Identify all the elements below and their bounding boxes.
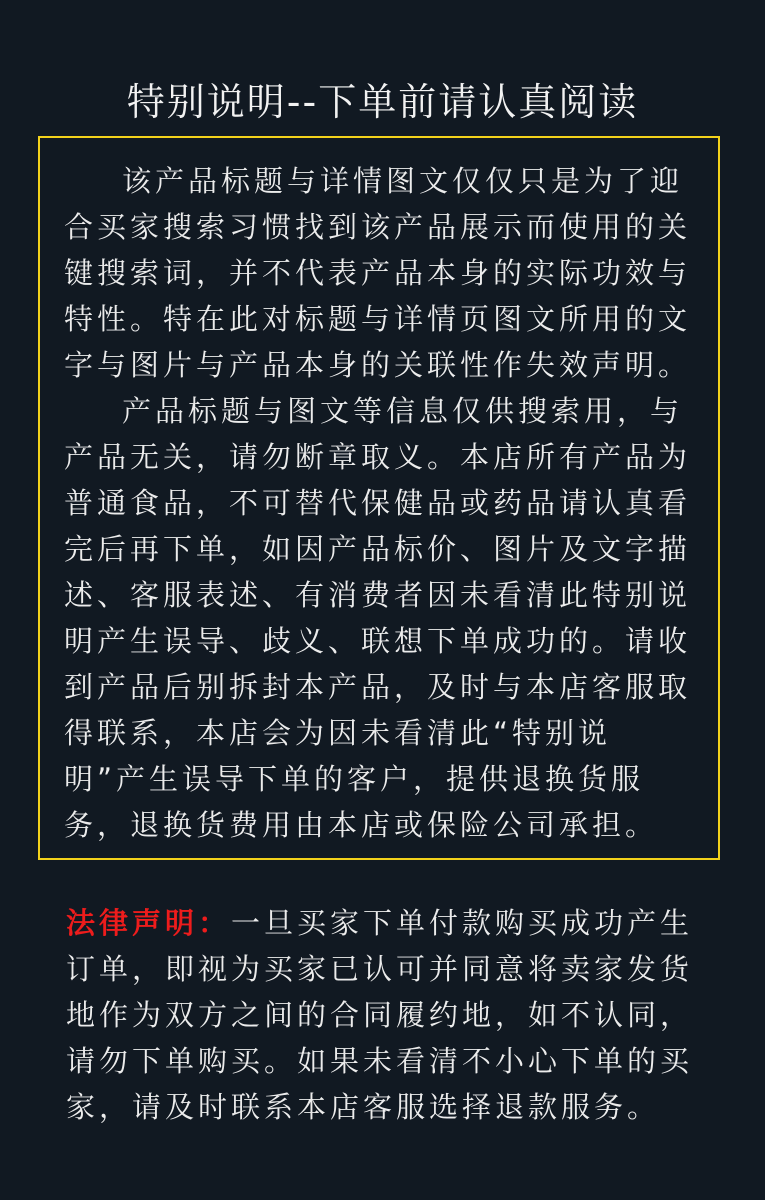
page-title: 特别说明--下单前请认真阅读: [126, 80, 639, 124]
notice-paragraph-1: 该产品标题与详情图文仅仅只是为了迎合买家搜索习惯找到该产品展示而使用的关键搜索词，并不代表产品本身的实际功效与特性。特在此对标题与详情页图文所用的文字与图片与产品本身的关联性作失效声明。: [64, 164, 692, 382]
special-notice-box: [38, 136, 720, 860]
legal-statement-label: 法律声明：: [66, 906, 232, 940]
legal-statement-text: 一旦买家下单付款购买成功产生订单，即视为买家已认可并同意将卖家发货地作为双方之间的合同履约地，如不认同，请勿下单购买。如果未看清不小心下单的买家，请及时联系本店客服选择退款服务。: [66, 906, 694, 1124]
legal-statement: [66, 900, 706, 1130]
notice-paragraph-2: 产品标题与图文等信息仅供搜索用，与产品无关，请勿断章取义。本店所有产品为普通食品，不可替代保健品或药品请认真看完后再下单，如因产品标价、图片及文字描述、客服表述、有消费者因未看清此特别说明产生误导、歧义、联想下单成功的。请收到产品后别拆封本产品，及时与本店客服取得联系，本店会为因未看清此“特别说明”产生误导下单的客户，提供退换货服务，退换货费用由本店或保险公司承担。: [64, 394, 692, 842]
